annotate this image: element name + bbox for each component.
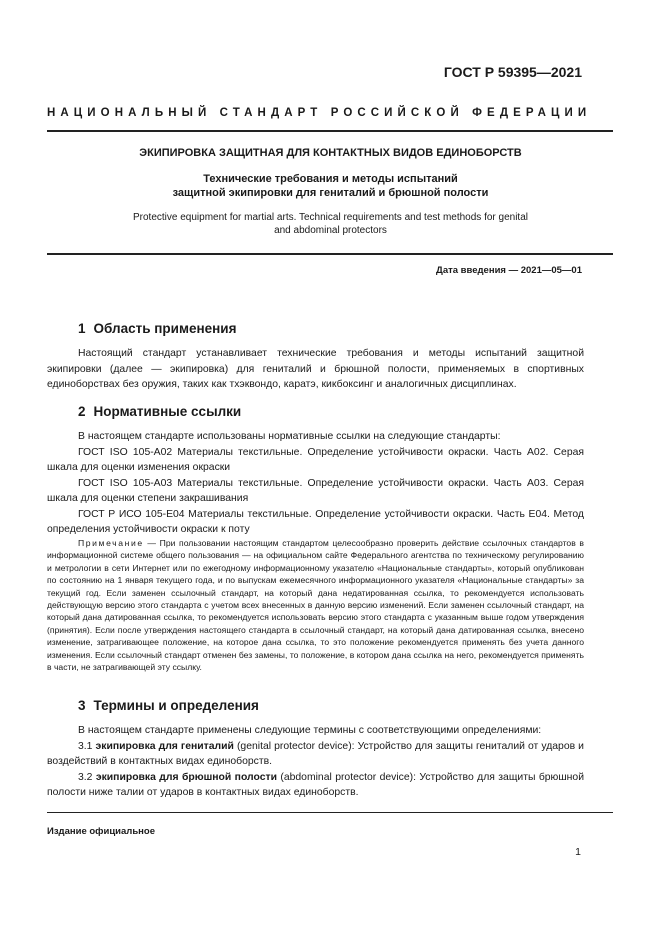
document-code: ГОСТ Р 59395—2021: [443, 64, 582, 80]
section-3-heading: [78, 698, 259, 713]
section-title: Нормативные ссылки: [93, 404, 242, 419]
paragraph: В настоящем стандарте использованы нормативные ссылки на следующие стандарты:: [78, 431, 501, 442]
section-1-heading: [78, 321, 236, 336]
term-definition: [47, 739, 584, 770]
section-number: 2: [78, 404, 86, 419]
subtitle-line-2: защитной экипировки для гениталий и брюшной полости: [172, 187, 489, 199]
document-subtitle: [60, 172, 601, 200]
paragraph: В настоящем стандарте применены следующие термины с соответствующими определениями:: [78, 725, 542, 736]
section-title: Область применения: [93, 321, 237, 336]
page-number: 1: [575, 846, 581, 858]
english-title-line-2: and abdominal protectors: [274, 224, 387, 236]
term-name: экипировка для брюшной полости: [95, 771, 277, 783]
term-number: 3.1: [78, 740, 96, 752]
english-title: [60, 212, 601, 237]
reference-item: ГОСТ Р ИСО 105-E04 Материалы текстильные. Определение устойчивости окраски. Часть E04. Метод определения устойчивости окраски к поту: [47, 508, 584, 535]
term-number: 3.2: [78, 771, 96, 783]
note-paragraph: [47, 537, 584, 673]
title-rule: [47, 253, 613, 255]
reference-item: ГОСТ ISO 105-A03 Материалы текстильные. Определение устойчивости окраски. Часть A03. Серая шкала для оценки степени закрашивания: [47, 477, 584, 504]
section-title: Термины и определения: [93, 698, 259, 713]
section-2-note: [47, 537, 584, 673]
note-label: Примечание: [78, 538, 144, 548]
term-text: (genital protector device): Устройство для защиты гениталий от ударов и воздействий в контактных видах единоборств.: [47, 740, 584, 767]
section-3-body: [47, 723, 584, 801]
section-2-heading: [78, 404, 241, 419]
section-1-body: [47, 346, 584, 393]
term-definition: [47, 770, 584, 801]
reference-item: ГОСТ ISO 105-A02 Материалы текстильные. Определение устойчивости окраски. Часть A02. Серая шкала для оценки изменения окраски: [47, 446, 584, 473]
section-number: 3: [78, 698, 86, 713]
top-rule: [47, 130, 613, 132]
paragraph: Настоящий стандарт устанавливает технические требования и методы испытаний защитной экипировки (далее — экипировка) для гениталий и брюшной полости, применяемых в спортивных единоборствах без оружия, таких как тхэквондо, каратэ, кикбоксинг и аналогичных дисциплинах.: [47, 348, 584, 390]
document-title: ЭКИПИРОВКА ЗАЩИТНАЯ ДЛЯ КОНТАКТНЫХ ВИДОВ ЕДИНОБОРСТВ: [139, 147, 522, 159]
term-text: (abdominal protector device): Устройство для защиты брюшной полости ниже талии от ударов в контактных видах единоборств.: [47, 771, 584, 798]
english-title-line-1: Protective equipment for martial arts. Technical requirements and test methods for genital: [132, 212, 528, 223]
section-number: 1: [78, 321, 86, 336]
subtitle-line-1: Технические требования и методы испытаний: [203, 173, 458, 185]
footer-rule: [47, 812, 613, 813]
edition-label: Издание официальное: [47, 826, 155, 837]
section-2-body: [47, 429, 584, 538]
national-standard-heading: НАЦИОНАЛЬНЫЙ СТАНДАРТ РОССИЙСКОЙ ФЕДЕРАЦИИ: [47, 107, 592, 119]
introduction-date: Дата введения — 2021—05—01: [436, 265, 582, 276]
note-text: — При пользовании настоящим стандартом целесообразно проверить действие ссылочных стандартов в информационной системе общего пользования — на официальном сайте Федерального агентства по техническому регулированию и метрологии в сети Интернет или по ежегодному информационному указателю «Национальные стандарты», который опубликован по состоянию на 1 января текущего года, и по выпускам ежемесячного информационного указателя «Национальные стандарты» за текущий год. Если заменен ссылочный стандарт, на который дана недатированная ссылка, то рекомендуется использовать действующую версию этого стандарта с учетом всех внесенных в данную версию изменений. Если заменен ссылочный стандарт, на который дана датированная ссылка, то рекомендуется использовать версию этого стандарта с указанным выше годом утверждения (принятия). Если после утверждения настоящего стандарта в ссылочный стандарт, на который дана датированная ссылка, внесено изменение, затрагивающее положение, на которое дана ссылка, то это положение рекомендуется применять без учета данного изменения. Если ссылочный стандарт отменен без замены, то положение, в котором дана ссылка на него, рекомендуется применять в части, не затрагивающей эту ссылку.: [47, 538, 584, 673]
term-name: экипировка для гениталий: [95, 740, 234, 752]
